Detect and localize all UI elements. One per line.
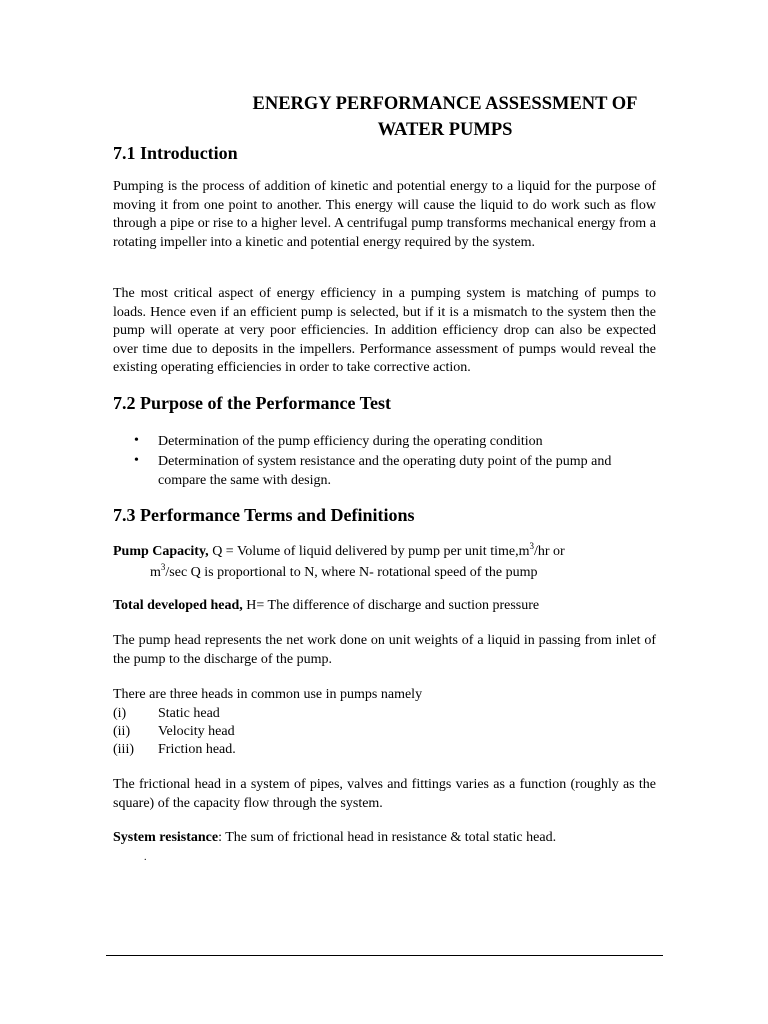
heads-item-number: (i) [113, 706, 127, 721]
bullet-item-1: Determination of the pump efficiency during the operating condition [158, 434, 543, 449]
system-resistance-text: : The sum of frictional head in resistance & total static head. [218, 830, 557, 845]
bullet-marker: • [134, 453, 139, 468]
heads-intro: There are three heads in common use in pumps namely [113, 687, 423, 702]
bullet-marker: • [134, 433, 139, 448]
heads-item-number: (ii) [113, 724, 131, 739]
system-resistance-term: System resistance [113, 830, 219, 845]
system-resistance-definition [113, 829, 556, 847]
superscript-3: 3 [160, 562, 166, 572]
heading-7-1: 7.1 Introduction [113, 143, 238, 163]
superscript-3: 3 [529, 541, 534, 551]
pump-capacity-text-2a: m [150, 565, 161, 580]
title-line-2: WATER PUMPS [377, 120, 513, 140]
frictional-head-paragraph: The frictional head in a system of pipes, valves and fittings varies as a function (roughly as the square) of the capacity flow through the system. [113, 777, 656, 811]
footer-divider [106, 955, 663, 956]
pump-capacity-text-1b: /hr or [533, 544, 565, 559]
heading-7-2: 7.2 Purpose of the Performance Test [113, 393, 391, 413]
bullet-item-2: Determination of system resistance and the operating duty point of the pump and compare the same with design. [158, 454, 612, 488]
intro-paragraph-1: Pumping is the process of addition of kinetic and potential energy to a liquid for the purpose of moving it from one point to another. This energy will cause the liquid to do work such as flow through a pipe or rise to a higher level. A centrifugal pump transforms mechanical energy from a rotating impeller into a kinetic and potential energy required by the system. [113, 179, 656, 250]
pump-capacity-line-1 [113, 543, 565, 561]
document-title [150, 91, 740, 143]
total-head-term: Total developed head, [113, 598, 243, 613]
heading-7-3: 7.3 Performance Terms and Definitions [113, 505, 415, 525]
stray-mark: . [144, 852, 147, 863]
heads-item-label: Static head [158, 706, 220, 721]
total-head-definition [113, 597, 539, 615]
heads-item-label: Velocity head [158, 724, 235, 739]
total-head-text: H= The difference of discharge and suction pressure [242, 598, 540, 613]
heads-item-number: (iii) [113, 742, 134, 757]
pump-head-paragraph: The pump head represents the net work done on unit weights of a liquid in passing from inlet of the pump to the discharge of the pump. [113, 633, 656, 667]
intro-paragraph-2: The most critical aspect of energy efficiency in a pumping system is matching of pumps to loads. Hence even if an efficient pump is selected, but if it is a mismatch to the system then the pump will operate at very poor efficiencies. In addition efficiency drop can also be expected over time due to deposits in the impellers. Performance assessment of pumps would reveal the existing operating efficiencies in order to take corrective action. [113, 286, 656, 375]
pump-capacity-text-2b: /sec Q is proportional to N, where N- rotational speed of the pump [165, 565, 538, 580]
heads-item-label: Friction head. [158, 742, 236, 757]
title-line-1: ENERGY PERFORMANCE ASSESSMENT OF [252, 94, 638, 114]
pump-capacity-text-1a: Q = Volume of liquid delivered by pump per unit time,m [208, 544, 530, 559]
pump-capacity-term: Pump Capacity, [113, 544, 209, 559]
pump-capacity-line-2 [150, 564, 537, 582]
